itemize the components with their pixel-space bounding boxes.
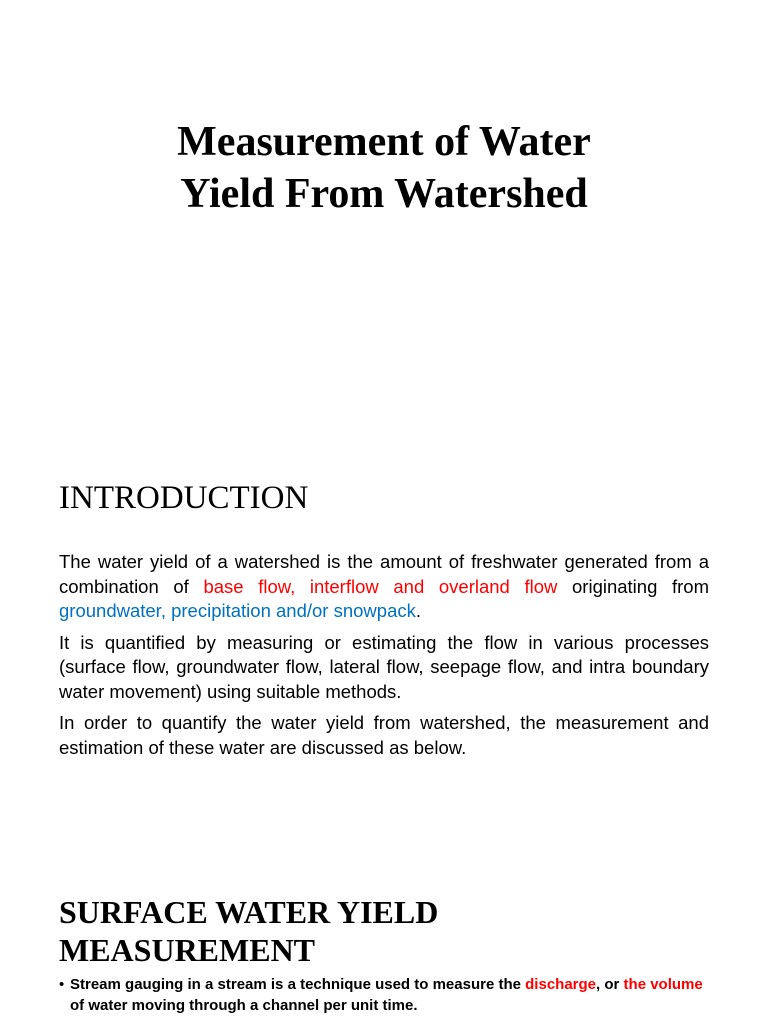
introduction-body: [59, 550, 709, 767]
surface-water-heading-line-1: SURFACE WATER YIELD: [59, 894, 439, 930]
slide-title-line-1: Measurement of Water: [177, 119, 591, 165]
bullet-1-text-b: , or: [596, 976, 624, 993]
intro-paragraph-2: It is quantified by measuring or estimating the flow in various processes (surface flow, groundwater flow, lateral flow, seepage flow, and intra boundary water movement) using suitable methods.: [59, 631, 709, 702]
surface-water-bullet-list: [59, 974, 719, 1016]
slide-title-line-2: Yield From Watershed: [180, 171, 588, 217]
bullet-1-highlight-volume: the volume: [623, 976, 703, 993]
intro-highlight-flow-types: base flow, interflow and overland flow: [203, 575, 558, 597]
intro-paragraph-1-text-c: .: [415, 600, 421, 621]
bullet-1-highlight-discharge: discharge: [525, 976, 597, 993]
bullet-item-stream-gauging: [59, 974, 719, 1016]
intro-highlight-water-sources: groundwater, precipitation and/or snowpack: [59, 600, 416, 621]
bullet-dot-icon: •: [59, 976, 65, 993]
bullet-1-text-a: Stream gauging in a stream is a technique used to measure the: [70, 976, 526, 993]
introduction-heading: INTRODUCTION: [59, 480, 309, 516]
intro-paragraph-1-text-a: The water yield of a watershed is the amount of freshwater generated from a combination of: [59, 551, 709, 597]
slide-title: [0, 116, 768, 220]
bullet-1-text-c: of water moving through a channel per unit time.: [70, 997, 418, 1014]
surface-water-heading-line-2: MEASUREMENT: [59, 932, 316, 968]
intro-paragraph-3: In order to quantify the water yield from watershed, the measurement and estimation of these water are discussed as below.: [59, 712, 709, 758]
intro-paragraph-1-text-b: originating from: [557, 575, 710, 597]
intro-paragraph-1: [59, 550, 709, 624]
surface-water-heading: [59, 893, 438, 969]
